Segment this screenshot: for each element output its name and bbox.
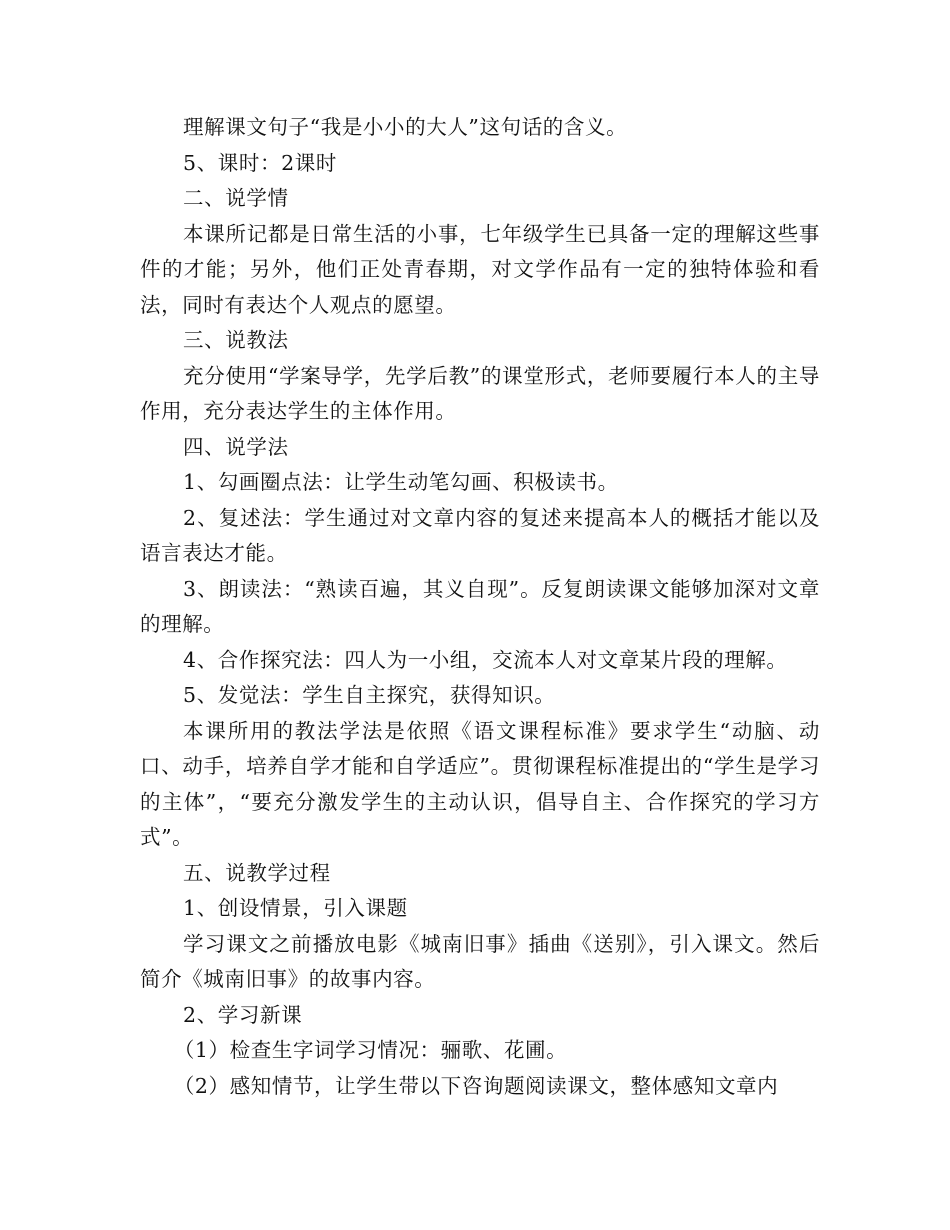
paragraph-student-situation: 本课所记都是日常生活的小事，七年级学生已具备一定的理解这些事件的才能；另外，他们正处青春期，对文学作品有一定的独特体验和看法，同时有表达个人观点的愿望。 — [140, 221, 820, 317]
section-heading-learning-method: 四、说学法 — [183, 434, 289, 459]
section-heading-teaching-process: 五、说教学过程 — [183, 860, 331, 885]
list-item-new-lesson: 2、学习新课 — [183, 1002, 303, 1027]
list-item-marking-method: 1、勾画圈点法：让学生动笔勾画、积极读书。 — [183, 470, 619, 494]
sub-item-plot-perception: （2）感知情节，让学生带以下咨询题阅读课文，整体感知文章内 — [173, 1073, 779, 1098]
sub-item-vocabulary-check: （1）检查生字词学习情况：骊歌、花圃。 — [173, 1038, 568, 1062]
paragraph-teaching-method: 充分使用“学案导学，先学后教”的课堂形式，老师要履行本人的主导作用，充分表达学生的主体作用。 — [140, 363, 820, 423]
list-item-create-scene: 1、创设情景，引入课题 — [183, 896, 408, 920]
list-item-cooperative-method: 4、合作探究法：四人为一小组，交流本人对文章某片段的理解。 — [183, 647, 788, 672]
document-body — [140, 110, 820, 1104]
list-item-reading-method: 3、朗读法：“熟读百遍，其义自现”。反复朗读课文能够加深对文章的理解。 — [140, 576, 820, 636]
section-heading-student-situation: 二、说学情 — [183, 186, 289, 210]
list-item-discovery-method: 5、发觉法：学生自主探究，获得知识。 — [183, 683, 556, 707]
paragraph-goal-sentence: 理解课文句子“我是小小的大人”这句话的含义。 — [183, 115, 628, 139]
list-item-retelling-method: 2、复述法：学生通过对文章内容的复述来提高本人的概括才能以及语言表达才能。 — [140, 505, 820, 565]
section-heading-teaching-method: 三、说教法 — [183, 328, 289, 352]
paragraph-class-hours: 5、课时：2课时 — [183, 150, 337, 175]
paragraph-curriculum-basis: 本课所用的教法学法是依照《语文课程标准》要求学生“动脑、动口、动手，培养自学才能和自学适应”。贯彻课程标准提出的“学生是学习的主体”，“要充分激发学生的主动认识，倡导自主、合作探究的学习方式”。 — [140, 718, 820, 849]
paragraph-introduce-lesson: 学习课文之前播放电影《城南旧事》插曲《送别》，引入课文。然后简介《城南旧事》的故事内容。 — [140, 931, 820, 991]
